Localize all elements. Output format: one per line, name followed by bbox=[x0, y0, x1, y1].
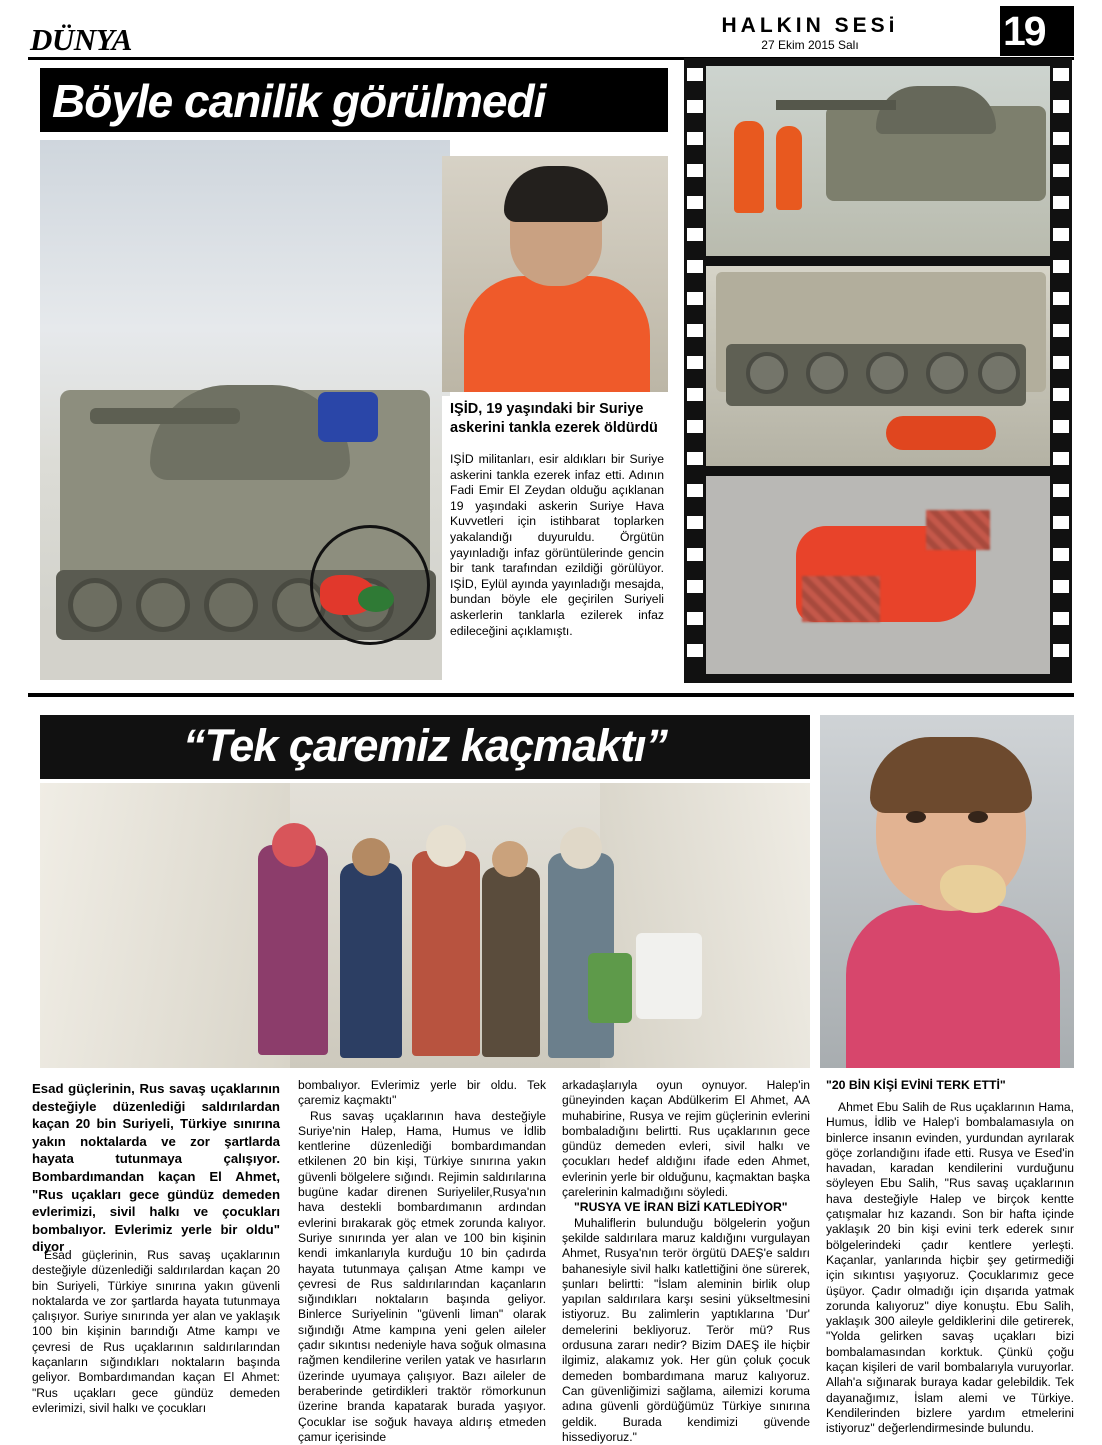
tank-wheel bbox=[136, 578, 190, 632]
paragraph: bombalıyor. Evlerimiz yerle bir oldu. Tek çaremiz kaçmaktı" bbox=[298, 1078, 546, 1108]
film-frame-tank-closeup bbox=[706, 266, 1050, 466]
tank-wheel bbox=[204, 578, 258, 632]
body-column-1 bbox=[32, 1248, 280, 1416]
tank-wheel bbox=[978, 352, 1020, 394]
photo-highlight-circle bbox=[310, 525, 430, 645]
prisoner-figure bbox=[776, 126, 802, 210]
prisoner-figure bbox=[734, 121, 764, 213]
refugee-figure bbox=[412, 851, 480, 1056]
carried-bag bbox=[588, 953, 632, 1023]
refugee-head bbox=[272, 823, 316, 867]
caption-body: IŞİD militanları, esir aldıkları bir Suriye askerini tankla ezerek infaz etti. Adının Fadi Emir El Zeydan olduğu açıklanan 19 yaşındaki askerin Suriye Hava Kuvvetleri için istihbarat toplarken yakalandığı duyuruldu. Örgütün yayınladığı infaz görüntülerinde gencin bir tank tarafından ezildiği görülüyor. IŞİD, Eylül ayında yayınladığı mesajda, bundan böyle ele geçirilen Suriyeli askerlerin tanklarla ezilerek infaz edileceğini açıklamıştı. bbox=[450, 452, 664, 638]
body-column-2 bbox=[298, 1078, 546, 1445]
caption-title: IŞİD, 19 yaşındaki bir Suriye askerini tankla ezerek öldürdü bbox=[450, 401, 658, 436]
refugee-figure bbox=[482, 867, 540, 1057]
story-divider bbox=[28, 693, 1074, 697]
tank-crew-marker bbox=[318, 392, 378, 442]
tank-turret bbox=[876, 86, 996, 134]
photo-victim-portrait bbox=[442, 156, 668, 392]
tank-wheel bbox=[866, 352, 908, 394]
paragraph: Ahmet Ebu Salih de Rus uçaklarının Hama, Humus, İdlib ve Halep'i bombalamasıyla on binlerce insanın evinden, yurdundan ayrılarak göçe zorlandığını ifade etti. Rusya ve Esed'in havadan, karadan kendilerini vurduğunu söyleyen Ebu Salih, "Rus savaş uçaklarının hava desteğiyle Halep ve birçok kentte çatışmalar hız kazandı. Son bir hafta içinde yaklaşık 20 bin kişi evini terk ederek sınır bölgelerindeki çadır kentlere yerleşti. Kaçanlar, yanlarında hiçbir şey getirmediği için sıkıntısı yaşıyoruz. Çocuklarımız gece üşüyor. Çadır olmadığı için dışarıda yatmak zorunda kalıyoruz" diye konuştu. Ebu Salih, yaklaşık 300 aileyle geldiklerini dile getirerek, "Yolda gelirken savaş uçakları bizi bombalamasından korktuk. Çünkü çoğu kaçan kişileri de varil bombalarıyla vuruyorlar. Allah'a sığınarak buraya kadar gelebildik. Tek dayanağımız, İslam alemi ve Türkiye. Kendilerinden bizlere yardım etmelerini istiyoruz" değerlendirmesinde bulundu. bbox=[826, 1100, 1074, 1436]
child-jacket bbox=[846, 905, 1060, 1068]
censor-blur bbox=[802, 576, 880, 622]
refugee-figure bbox=[340, 863, 402, 1058]
section-title: DÜNYA bbox=[30, 22, 132, 57]
paragraph: Esad güçlerinin, Rus savaş uçaklarının desteğiyle düzenlediği saldırılardan kaçan 20 bin Suriyeli, Türkiye sınırına yakın güvenli noktalarda ve zor şartlarda hayata tutunmaya çalışıyor. Suriye sınırında yer alan ve yaklaşık 100 bin kişinin barındığı Atme kampı ve çevresi de Rus uçaklarının saldırılarından kaçanların sığındıkları noktaların başında geliyor. Bombardımandan kaçan El Ahmet: "Rus uçakları gece gündüz demeden evlerimizi, sivil halkı ve çocukları bbox=[32, 1248, 280, 1415]
portrait-jumpsuit bbox=[464, 276, 650, 392]
paragraph: Rus savaş uçaklarının hava desteğiyle Suriye'nin Halep, Hama, Humus ve İdlib kentlerine düzenlediği bombardımandan etkilenen 20 bin kişi, Türkiye sınırına yakın güvenli bölgelere sığındı. Rejimin saldırılarına bugüne kadar direnen Suriyeliler,Rusya'nın hava destekli bombardımanın ardından evlerini bırakarak göç etmek zorunda kalıyor. Suriye sınırında yer alan ve 100 bin kişinin kendi imkanlarıyla kurduğu 10 bin çadırda hayata tutunmaya çalışan Atme kampı ve çevresi de Rus saldırılarından kaçanların sığındıkları noktaların başında geliyor. Binlerce Suriyelinin "güvenli liman" olarak sığındığı Atme kampına yeni gelen aileler çadır sıkıntısı nedeniyle hava soğuk olmasına rağmen kendilerine verilen yatak ve hasırların üzerinde uyumaya çalışıyor. Bazı aileler de beraberinde getirdikleri traktör römorkunun üzerine branda kapatarak burada yaşıyor. Çocuklar ise soğuk havaya aldırış etmeden çamur içerisinde bbox=[298, 1108, 546, 1444]
masthead bbox=[0, 0, 1102, 60]
tank-wheel bbox=[746, 352, 788, 394]
tank-barrel bbox=[90, 408, 240, 424]
film-frame-prisoners bbox=[706, 66, 1050, 256]
bottom-story-headline: “Tek çaremiz kaçmaktı” bbox=[40, 715, 810, 779]
bottom-story-lede: Esad güçlerinin, Rus savaş uçaklarının desteğiyle düzenlediği saldırılardan kaçan 20 bin Suriyeli, Türkiye sınırına yakın noktalarda ve zor şartlarda hayata tutunmaya çalışıyor. Bombardımandan kaçan El Ahmet, "Rus uçakları gece gündüz demeden evlerimizi, sivil halkı ve çocukları bombalıyor. Evlerimiz yerle bir oldu" diyor bbox=[32, 1081, 280, 1255]
portrait-hair bbox=[504, 166, 608, 222]
photo-refugee-child bbox=[820, 715, 1074, 1068]
subheading: "20 BİN KİŞİ EVİNİ TERK ETTİ" bbox=[826, 1078, 1006, 1092]
body-column-4 bbox=[826, 1100, 1074, 1437]
tank-wheel bbox=[926, 352, 968, 394]
child-eye bbox=[906, 811, 926, 823]
censor-blur bbox=[926, 510, 990, 550]
publication-date: 27 Ekim 2015 Salı bbox=[761, 38, 859, 52]
photo-refugee-camp bbox=[40, 783, 810, 1068]
subheading: "RUSYA VE İRAN BİZİ KATLEDİYOR" bbox=[574, 1200, 788, 1215]
child-hair bbox=[870, 737, 1032, 813]
carried-bag bbox=[636, 933, 702, 1019]
top-story-headline: Böyle canilik görülmedi bbox=[40, 72, 668, 132]
paragraph: arkadaşlarıyla oyun oynuyor. Halep'in güneyinden kaçan Abdülkerim El Ahmet, AA muhabirine, Rusya ve rejim güçlerinin evlerini bombaladığını belirtti. Rus uçaklarının gece gündüz demeden evleri, sivil halkı ve çocukları hedef aldığını ifade eden Ahmet, evlerinin yerle bir olduğunu, kaçmaktan başka çarelerinin kalmadığını söyledi. bbox=[562, 1078, 810, 1200]
victim-figure bbox=[886, 416, 996, 450]
film-frame-aftermath bbox=[706, 476, 1050, 674]
refugee-head bbox=[492, 841, 528, 877]
body-column-3 bbox=[562, 1078, 810, 1445]
tent bbox=[600, 783, 810, 1068]
child-eye bbox=[968, 811, 988, 823]
paragraph: Muhaliflerin bulunduğu bölgelerin yoğun şekilde saldırılara maruz kaldığını vurgulayan Ahmet, Rusya'nın terör örgütü DAEŞ'e saldırı bahanesiyle sivil halkı katlettiğini öne sürerek, şunları belirtti: "İslam aleminin birlik olup yapılan saldırılara karşı sesini yükseltmesini istiyoruz. Bu zalimlerin yaptıklarına 'Dur' demelerini bekliyoruz. Terör mü? Rus ordusuna zararı nedir? Bizim DAEŞ ile hiçbir ilgimiz, alakamız yok. Her gün çoluk çocuk demeden bombardımana maruz kalıyoruz. Can güvenliğimizi sağlama, ailemizi koruma adına güvenli gördüğümüz Türkiye sınırına geldik. Burada kendimizi güvende hissediyoruz." bbox=[562, 1215, 810, 1444]
tent bbox=[40, 783, 290, 1068]
refugee-head bbox=[560, 827, 602, 869]
tank-barrel bbox=[776, 100, 896, 110]
refugee-head bbox=[352, 838, 390, 876]
paper-name: HALKIN SESi bbox=[721, 14, 899, 37]
refugee-head bbox=[426, 825, 466, 867]
tank-wheel bbox=[806, 352, 848, 394]
page-number: 19 bbox=[1003, 8, 1045, 54]
tank-wheel bbox=[68, 578, 122, 632]
refugee-figure bbox=[258, 845, 328, 1055]
